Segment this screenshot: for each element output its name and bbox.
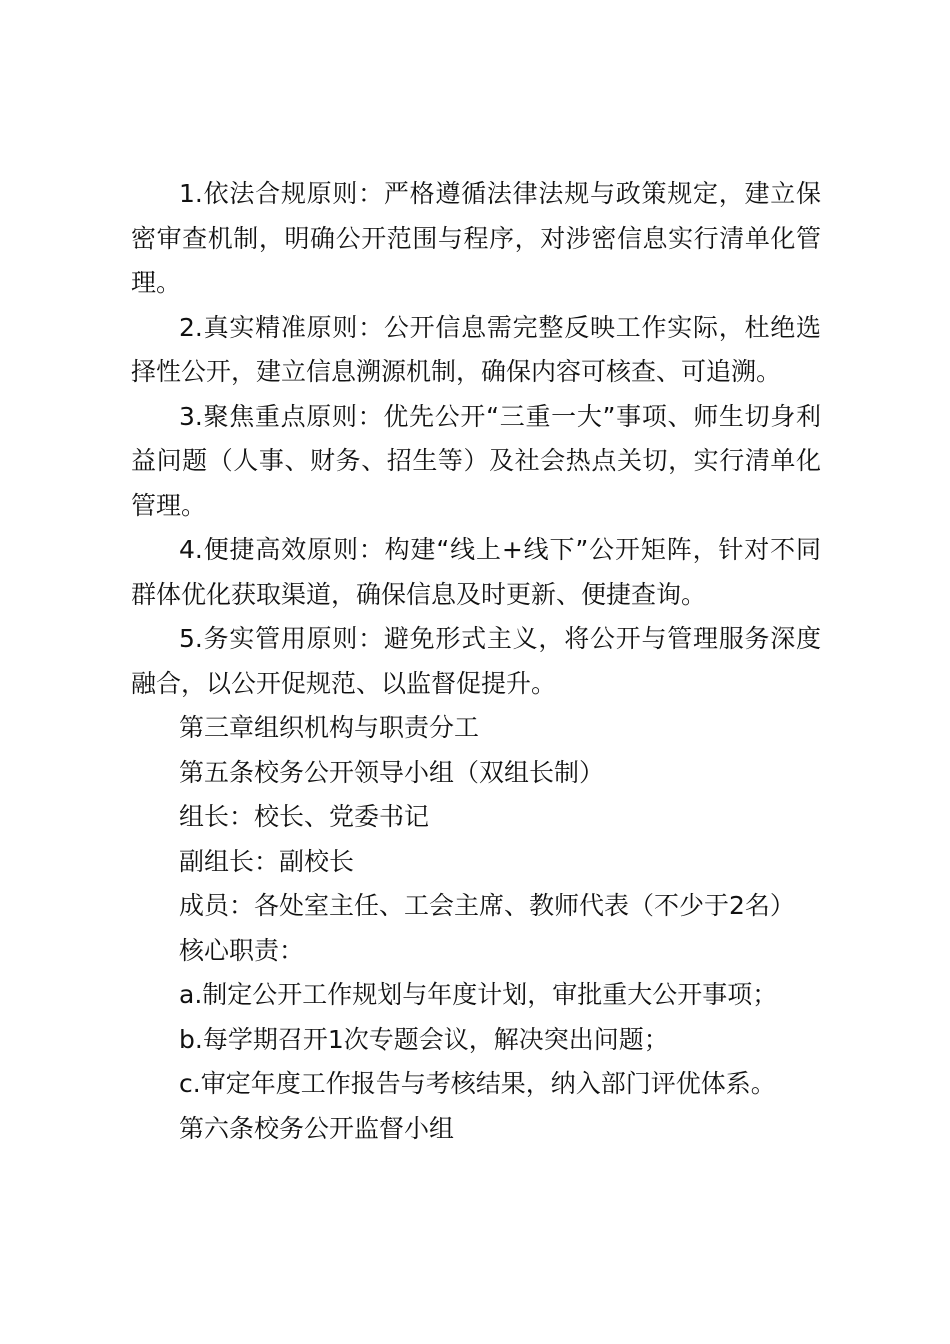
principle-1: 1.依法合规原则：严格遵循法律法规与政策规定，建立保密审查机制，明确公开范围与程序，对涉密信息实行清单化管理。: [131, 179, 821, 297]
article5-leader: 组长：校长、党委书记: [179, 802, 430, 831]
principle-5: 5.务实管用原则：避免形式主义，将公开与管理服务深度融合，以公开促规范、以监督促提升。: [131, 624, 821, 698]
principle-3: 3.聚焦重点原则：优先公开“三重一大”事项、师生切身利益问题（人事、财务、招生等）及社会热点关切，实行清单化管理。: [131, 401, 821, 520]
duty-item-a: a.制定公开工作规划与年度计划，审批重大公开事项；: [179, 980, 778, 1009]
duty-item-c: c.审定年度工作报告与考核结果，纳入部门评优体系。: [179, 1069, 776, 1098]
principle-2: 2.真实精准原则：公开信息需完整反映工作实际，杜绝选择性公开，建立信息溯源机制，确保内容可核查、可追溯。: [131, 312, 821, 386]
document-body: [131, 172, 821, 1151]
principle-4: 4.便捷高效原则：构建“线上+线下”公开矩阵，针对不同群体优化获取渠道，确保信息及时更新、便捷查询。: [131, 535, 821, 609]
duty-item-b: b.每学期召开1次专题会议，解决突出问题；: [179, 1024, 669, 1054]
chapter-title: 第三章组织机构与职责分工: [179, 713, 480, 742]
article5-duties-heading: 核心职责：: [179, 935, 305, 965]
article5-title: 第五条校务公开领导小组（双组长制）: [179, 757, 605, 787]
article5-deputy: 副组长：副校长: [179, 846, 355, 876]
article6-title: 第六条校务公开监督小组: [179, 1113, 455, 1143]
article5-members: 成员：各处室主任、工会主席、教师代表（不少于2名）: [179, 891, 795, 920]
